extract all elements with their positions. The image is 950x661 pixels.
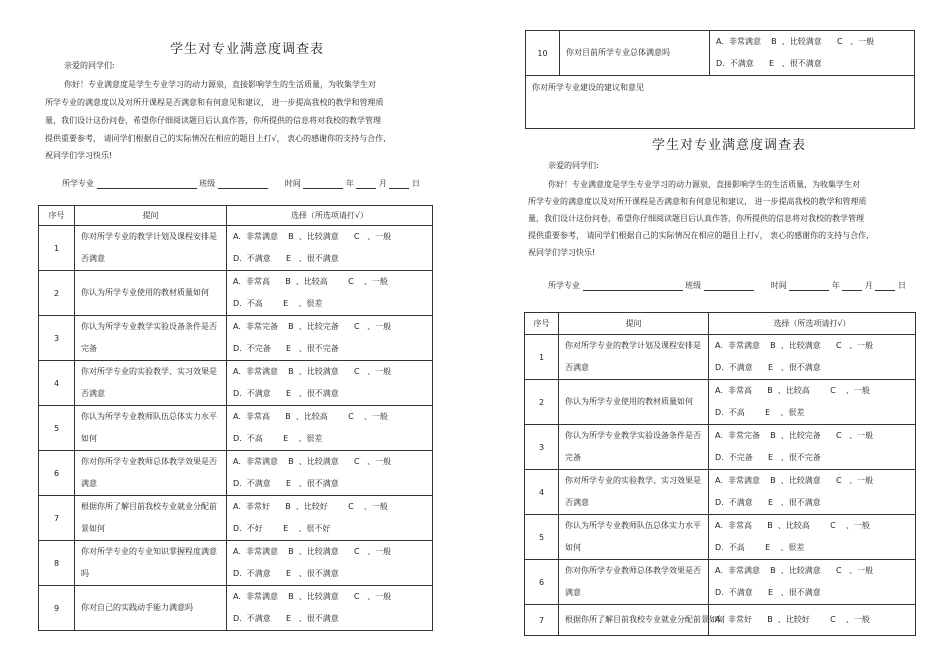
table-row <box>525 470 916 515</box>
row-number: 1 <box>525 335 559 380</box>
intro-line-2: 所学专业的满意度以及对所开课程是否满意和有何意见和建议， 进一步提高我校的教学和管理质 <box>45 98 384 107</box>
choice-line[interactable]: D. 不满意 E 、很不满意 <box>715 363 821 372</box>
day-blank[interactable] <box>389 179 409 189</box>
major-blank[interactable] <box>583 281 683 291</box>
day-label: 日 <box>898 281 907 290</box>
choice-options[interactable] <box>227 361 433 406</box>
choice-line[interactable]: D. 不高 E 、很差 <box>715 543 805 552</box>
choice-options[interactable] <box>227 406 433 451</box>
choice-options[interactable] <box>227 226 433 271</box>
question-text: 你认为所学专业教师队伍总体实力水平如何 <box>75 406 227 451</box>
choice-line[interactable]: A. 非常好 B 、比较好 C 、一般 <box>715 615 870 624</box>
table-row <box>39 451 433 496</box>
choice-line[interactable]: D. 不满意 E 、很不满意 <box>233 479 339 488</box>
table-row <box>525 425 916 470</box>
question-text: 你认为所学专业教学实验设备条件是否完备 <box>75 316 227 361</box>
row-number: 8 <box>39 541 75 586</box>
major-blank[interactable] <box>97 179 197 189</box>
question-text: 你认为所学专业教师队伍总体实力水平如何 <box>559 515 709 560</box>
question-text: 你对自己的实践动手能力满意吗 <box>75 586 227 631</box>
year-blank[interactable] <box>789 281 829 291</box>
major-label: 所学专业 <box>62 179 94 188</box>
intro-line-5: 祝同学们学习快乐! <box>45 151 113 160</box>
choice-line[interactable]: D. 不满意 E 、很不满意 <box>233 614 339 623</box>
choice-options[interactable] <box>709 560 916 605</box>
table-row <box>39 586 433 631</box>
question-text: 你认为所学专业教学实验设备条件是否完备 <box>559 425 709 470</box>
intro-line-1: 你好！专业满意度是学生专业学习的动力源泉，直接影响学生的生活质量，为收集学生对 <box>64 80 376 89</box>
month-blank[interactable] <box>356 179 376 189</box>
choice-options[interactable] <box>227 451 433 496</box>
time-label: 时间 <box>770 281 787 290</box>
choice-line[interactable]: D. 不完备 E 、很不完备 <box>233 344 339 353</box>
choice-options[interactable] <box>227 586 433 631</box>
choice-options[interactable] <box>709 380 916 425</box>
choice-line[interactable]: D. 不好 E 、很不好 <box>233 524 331 533</box>
year-label: 年 <box>345 179 354 188</box>
table-row <box>526 31 915 76</box>
row-number: 6 <box>39 451 75 496</box>
choice-options[interactable] <box>227 496 433 541</box>
choice-options[interactable] <box>709 425 916 470</box>
intro-line-2-2: 所学专业的满意度以及对所开课程是否满意和有何意见和建议， 进一步提高我校的教学和管理质 <box>528 197 867 206</box>
page-title: 学生对专业满意度调查表 <box>170 42 325 57</box>
choice-line[interactable]: A. 非常满意 B 、比较满意 C 、一般 <box>233 547 392 556</box>
header-question: 提问 <box>75 206 227 226</box>
greeting: 亲爱的同学们: <box>64 61 115 70</box>
intro-line-3-2: 量，我们设计这份问卷，希望你仔细阅读题目后认真作答，你所提供的信息将对我校的教学管理 <box>528 214 864 223</box>
intro-line-4-2: 提供重要参考， 请同学们根据自己的实际情况在相应的题目上打√， 衷心的感谢你的支持与合作, <box>528 231 869 240</box>
question-text: 你对所学专业的专业知识掌握程度满意吗 <box>75 541 227 586</box>
question-text: 根据你所了解目前我校专业就业分配前景如何 <box>559 605 709 636</box>
table-row <box>39 271 433 316</box>
row-number: 2 <box>39 271 75 316</box>
row-number: 9 <box>39 586 75 631</box>
question-text: 根据你所了解目前我校专业就业分配前景如何 <box>75 496 227 541</box>
row-number: 4 <box>525 470 559 515</box>
class-blank[interactable] <box>218 179 268 189</box>
table-row <box>525 515 916 560</box>
month-label: 月 <box>864 281 873 290</box>
month-label: 月 <box>378 179 387 188</box>
time-label: 时间 <box>284 179 301 188</box>
choice-line[interactable]: D. 不满意 E 、很不满意 <box>233 569 339 578</box>
question-text: 你对所学专业的教学计划及课程安排是否满意 <box>559 335 709 380</box>
choice-line[interactable]: D. 不满意 E 、很不满意 <box>715 498 821 507</box>
table-row <box>525 335 916 380</box>
intro-line-1-2: 你好！专业满意度是学生专业学习的动力源泉，直接影响学生的生活质量，为收集学生对 <box>548 180 860 189</box>
choice-line[interactable]: A. 非常高 B 、比较高 C 、一般 <box>233 412 388 421</box>
choice-options[interactable] <box>227 541 433 586</box>
choice-line[interactable]: D. 不高 E 、很差 <box>715 408 805 417</box>
info-line <box>62 178 420 189</box>
table-row <box>39 361 433 406</box>
row-number: 4 <box>39 361 75 406</box>
header-choice: 选择（所选项请打√） <box>227 206 433 226</box>
choice-line[interactable]: A. 非常完备 B 、比较完备 C 、一般 <box>233 322 392 331</box>
choice-line[interactable]: A. 非常满意 B 、比较满意 C 、一般 <box>715 566 874 575</box>
choice-line[interactable]: D. 不高 E 、很差 <box>233 434 323 443</box>
intro-line-3: 量，我们设计这份问卷，希望你仔细阅读题目后认真作答，你所提供的信息将对我校的教学管理 <box>45 116 381 125</box>
choice-line[interactable]: A. 非常满意 B 、比较满意 C 、一般 <box>715 341 874 350</box>
survey-table-continued <box>525 30 915 129</box>
year-label: 年 <box>831 281 840 290</box>
choice-line[interactable]: A. 非常满意 B 、比较满意 C 、一般 <box>233 367 392 376</box>
table-row <box>39 226 433 271</box>
row-number: 7 <box>39 496 75 541</box>
major-label: 所学专业 <box>548 281 580 290</box>
header-choice: 选择（所选项请打√） <box>709 313 916 335</box>
choice-line[interactable]: D. 不完备 E 、很不完备 <box>715 453 821 462</box>
table-row <box>525 560 916 605</box>
suggestion-box[interactable] <box>526 76 915 129</box>
choice-line[interactable]: A. 非常完备 B 、比较完备 C 、一般 <box>715 431 874 440</box>
info-line-2 <box>548 280 906 291</box>
table-row <box>39 316 433 361</box>
table-row <box>525 380 916 425</box>
choice-line[interactable]: A. 非常好 B 、比较好 C 、一般 <box>233 502 388 511</box>
row-number: 3 <box>39 316 75 361</box>
row-number: 5 <box>525 515 559 560</box>
question-text: 你对所学专业的教学计划及课程安排是否满意 <box>75 226 227 271</box>
class-label: 班级 <box>685 281 702 290</box>
page-title-2: 学生对专业满意度调查表 <box>652 138 807 153</box>
choice-options[interactable] <box>227 271 433 316</box>
choice-line[interactable]: A. 非常高 B 、比较高 C 、一般 <box>715 386 870 395</box>
row-number: 3 <box>525 425 559 470</box>
day-blank[interactable] <box>875 281 895 291</box>
year-blank[interactable] <box>303 179 343 189</box>
header-no: 序号 <box>39 206 75 226</box>
survey-table-left <box>38 205 433 631</box>
choice-line[interactable]: A. 非常满意 B 、比较满意 C 、一般 <box>715 476 874 485</box>
intro-line-4: 提供重要参考， 请同学们根据自己的实际情况在相应的题目上打√， 衷心的感谢你的支持与合作, <box>45 134 386 143</box>
choice-line[interactable]: A. 非常满意 B 、比较满意 C 、一般 <box>233 592 392 601</box>
choice-options[interactable] <box>709 515 916 560</box>
choice-line[interactable]: D. 不满意 E 、很不满意 <box>716 59 822 68</box>
table-row <box>39 541 433 586</box>
row-number: 7 <box>525 605 559 636</box>
table-row <box>525 605 916 636</box>
choice-line[interactable]: D. 不满意 E 、很不满意 <box>715 588 821 597</box>
question-text: 你对目前所学专业总体满意吗 <box>560 31 710 76</box>
header-question: 提问 <box>559 313 709 335</box>
class-blank[interactable] <box>704 281 754 291</box>
choice-options[interactable] <box>227 316 433 361</box>
choice-options[interactable] <box>710 31 915 76</box>
row-number: 5 <box>39 406 75 451</box>
choice-options[interactable] <box>709 470 916 515</box>
row-number: 10 <box>526 31 560 76</box>
choice-line[interactable]: A. 非常满意 B 、比较满意 C 、一般 <box>716 37 875 46</box>
table-row <box>39 406 433 451</box>
intro-line-5-2: 祝同学们学习快乐! <box>528 248 596 257</box>
choice-line[interactable]: A. 非常高 B 、比较高 C 、一般 <box>233 277 388 286</box>
question-text: 你认为所学专业使用的教材质量如何 <box>75 271 227 316</box>
choice-options[interactable] <box>709 335 916 380</box>
table-row <box>39 496 433 541</box>
question-text: 你对你所学专业教师总体教学效果是否满意 <box>75 451 227 496</box>
question-text: 你对你所学专业教师总体教学效果是否满意 <box>559 560 709 605</box>
choice-line[interactable]: D. 不高 E 、很差 <box>233 299 323 308</box>
choice-options[interactable] <box>709 605 916 636</box>
row-number: 2 <box>525 380 559 425</box>
choice-line[interactable]: A. 非常高 B 、比较高 C 、一般 <box>715 521 870 530</box>
header-no: 序号 <box>525 313 559 335</box>
month-blank[interactable] <box>842 281 862 291</box>
question-text: 你对所学专业的实验教学、实习效果是否满意 <box>559 470 709 515</box>
day-label: 日 <box>412 179 421 188</box>
survey-table-right <box>524 312 916 636</box>
row-number: 6 <box>525 560 559 605</box>
row-number: 1 <box>39 226 75 271</box>
greeting-2: 亲爱的同学们: <box>548 161 599 170</box>
choice-line[interactable]: A. 非常满意 B 、比较满意 C 、一般 <box>233 232 392 241</box>
choice-line[interactable]: A. 非常满意 B 、比较满意 C 、一般 <box>233 457 392 466</box>
class-label: 班级 <box>199 179 216 188</box>
choice-line[interactable]: D. 不满意 E 、很不满意 <box>233 389 339 398</box>
suggestion-label: 你对所学专业建设的建议和意见 <box>532 83 644 92</box>
question-text: 你认为所学专业使用的教材质量如何 <box>559 380 709 425</box>
question-text: 你对所学专业的实验教学、实习效果是否满意 <box>75 361 227 406</box>
choice-line[interactable]: D. 不满意 E 、很不满意 <box>233 254 339 263</box>
